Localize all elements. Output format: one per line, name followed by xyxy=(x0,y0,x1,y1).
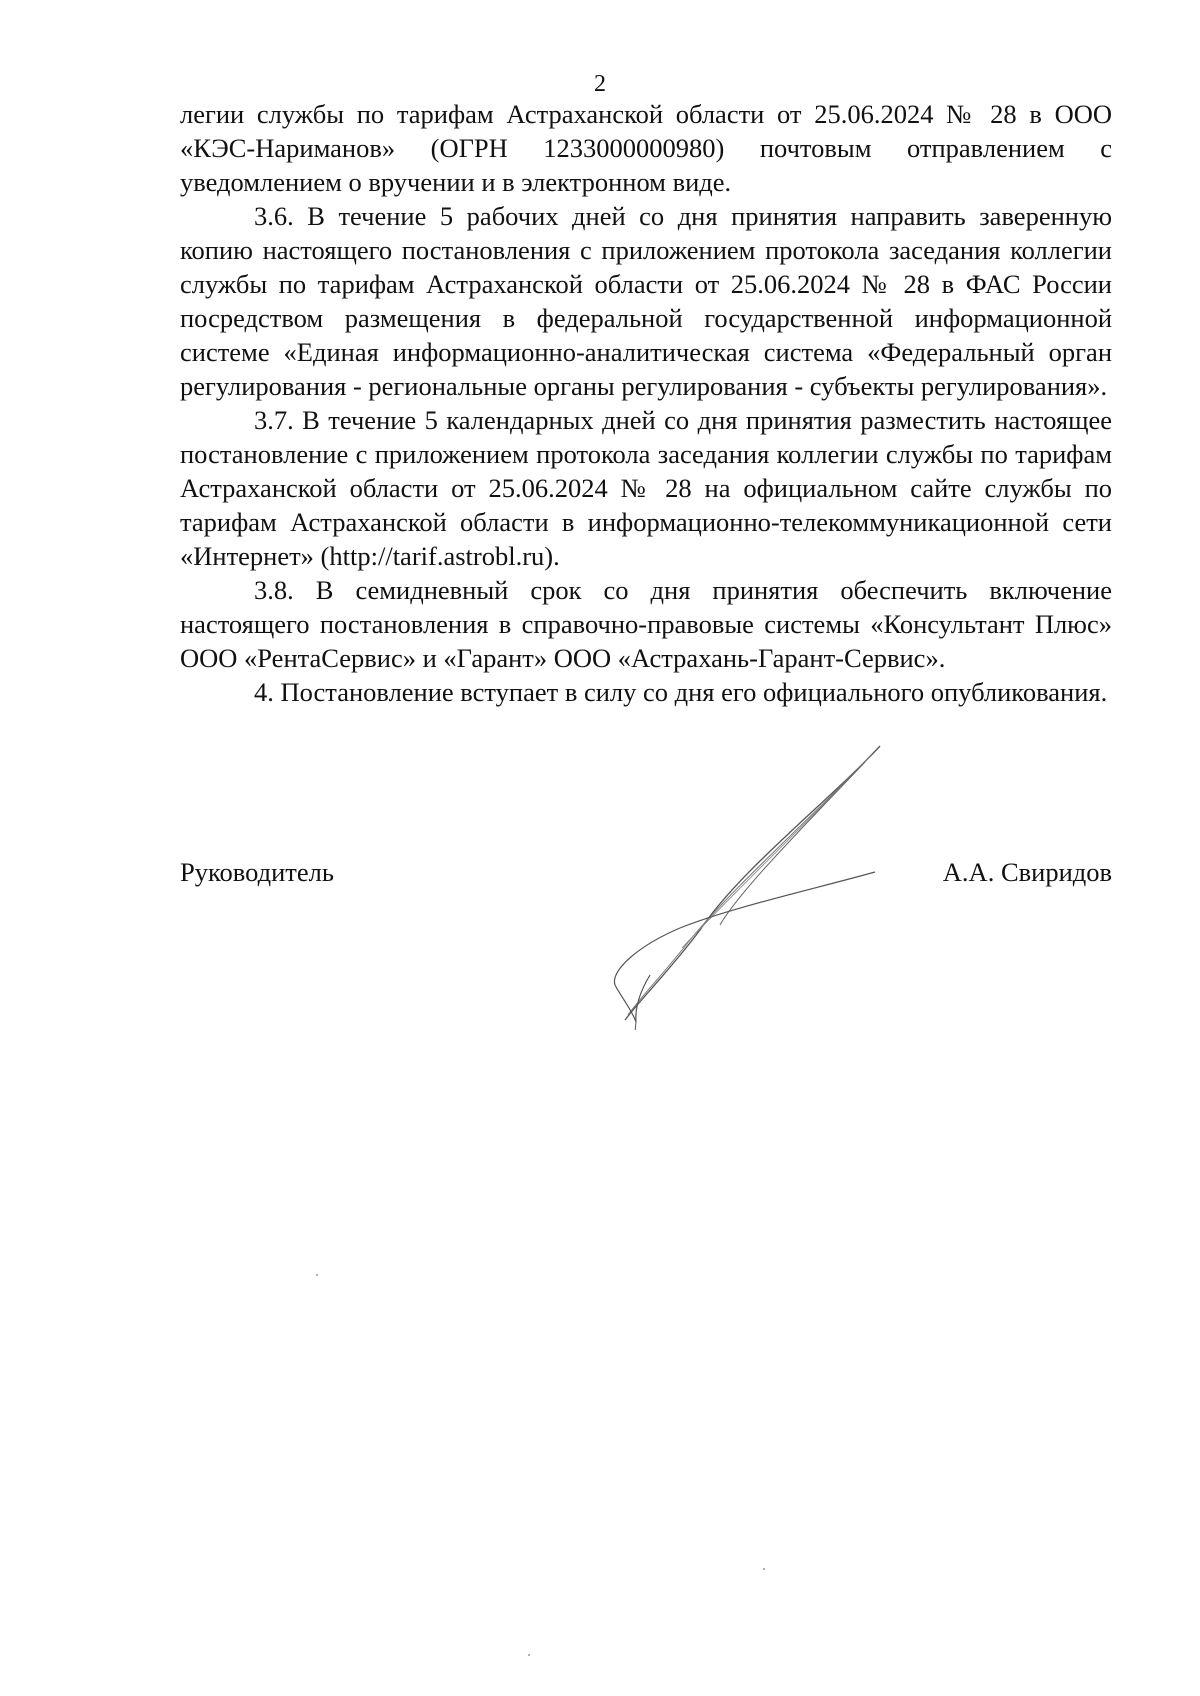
handwritten-signature xyxy=(610,740,890,1030)
page-number: 2 xyxy=(594,71,606,97)
paragraph-3-7: 3.7. В течение 5 календарных дней со дня принятия разместить настоящее постановление с приложением протокола заседания коллегии службы по тарифам Астраханской области от 25.06.2024 № 28 на официальном сайте службы по тарифам Астраханской области в информационно-телекоммуникационной сети «Интернет» (http://tarif.astrobl.ru). xyxy=(180,405,1112,571)
signatory-name: А.А. Свиридов xyxy=(942,857,1112,887)
document-body xyxy=(180,97,1112,709)
paragraph-3-6: 3.6. В течение 5 рабочих дней со дня принятия направить заверенную копию настоящего постановления с приложением протокола заседания коллегии службы по тарифам Астраханской области от 25.06.2024 № 28 в ФАС России посредством размещения в федеральной государственной информационной системе «Единая информационно-аналитическая система «Федеральный орган регулирования - региональные органы регулирования - субъекты регулирования». xyxy=(180,201,1112,401)
scan-speck xyxy=(528,1654,530,1656)
signatory-position: Руководитель xyxy=(180,857,334,887)
scan-speck xyxy=(763,1568,765,1570)
scan-speck xyxy=(316,1274,318,1276)
paragraph-continuation: легии службы по тарифам Астраханской области от 25.06.2024 № 28 в ООО «КЭС-Нариманов» (ОГРН 1233000000980) почтовым отправлением с уведомлением о вручении и в электронном виде. xyxy=(180,99,1112,197)
paragraph-3-8: 3.8. В семидневный срок со дня принятия обеспечить включение настоящего постановления в справочно-правовые системы «Консультант Плюс» ООО «РентаСервис» и «Гарант» ООО «Астрахань-Гарант-Сервис». xyxy=(180,575,1112,673)
paragraph-4: 4. Постановление вступает в силу со дня его официального опубликования. xyxy=(254,677,1108,707)
